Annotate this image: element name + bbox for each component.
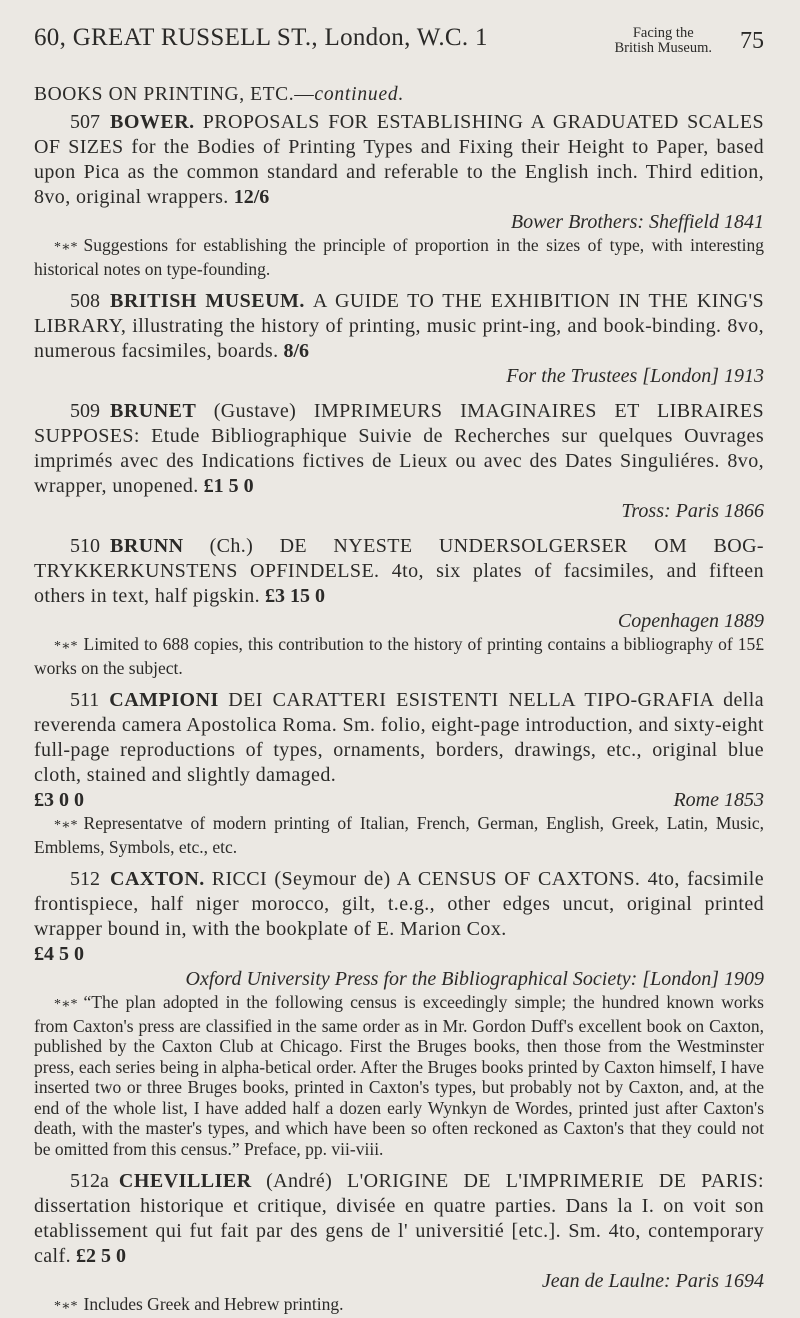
entry-imprint: Tross: Paris 1866	[621, 500, 764, 522]
asterism-icon: *∗*	[54, 1299, 78, 1314]
asterism-icon: *∗*	[54, 240, 78, 255]
entry-heading: CAXTON.	[110, 868, 205, 890]
entry-price: £3 15 0	[265, 585, 326, 607]
section-title-continued: continued.	[314, 84, 405, 105]
note-text: “The plan adopted in the following census is exceedingly simple; the hundred known works from Caxton's press are classified in the same order as in Mr. Gordon Duff's excellent book on Caxton, published by the Caxton Club at Chicago. First the Bruges books, then those from the Westminster press, each series being in alpha-betical order. After the Bruges books printed by Caxton himself, I have inserted two or three Bruges books, printed in Caxton's types, but probably not by Caxton, and, at the end of the whole list, I have added half a dozen early Wynkyn de Wordes, printed just after Caxton's death, with the master's types, and which have been so often reckoned as Caxton's that they could not be omitted from this census.” Preface, pp. vii-viii.	[34, 992, 764, 1159]
facing-line-2: British Museum.	[614, 40, 712, 56]
entry-description: DEI CARATTERI ESISTENTI NELLA TIPO-GRAFIA della reverenda camera Apostolica Roma. Sm. folio, eight-page introduction, and sixty-eight full-page reproductions of types, ornaments, borders, drawings, etc., original blue cloth, stained and slightly damaged.	[34, 689, 765, 786]
entry-description: PROPOSALS FOR ESTABLISHING A GRADUATED SCALES OF SIZES for the Bodies of Printing Types and Fixing their Height to Paper, based upon Pica as the common standard and referable to the English inch. Third edition, 8vo, original wrappers.	[34, 111, 764, 208]
entry-body	[34, 867, 764, 942]
entry-heading: CHEVILLIER	[118, 1170, 252, 1192]
asterism-icon: *∗*	[54, 818, 78, 833]
catalogue-entry-512a	[34, 1169, 764, 1318]
entry-body	[34, 289, 764, 364]
entry-heading: BRITISH MUSEUM.	[110, 290, 305, 312]
asterism-icon: *∗*	[54, 639, 78, 654]
entry-description: (André) L'ORIGINE DE L'IMPRIMERIE DE PARIS: dissertation historique et critique, divisée en quatre parties. Dans la I. on voit son etablissement qui fut fait par des gens de l' universitié [etc.]. Sm. 4to, contemporary calf.	[34, 1170, 764, 1267]
entry-price-line	[34, 942, 764, 967]
entry-price: £4 5 0	[34, 943, 84, 965]
shop-address: 60, GREAT RUSSELL ST., London, W.C. 1	[34, 24, 488, 51]
entry-price: £2 5 0	[75, 1245, 126, 1267]
note-text: Limited to 688 copies, this contribution to the history of printing contains a bibliography of 15£ works on the subject.	[34, 634, 764, 678]
entry-description: A GUIDE TO THE EXHIBITION IN THE KING'S LIBRARY, illustrating the history of printing, music print-ing, and book-binding. 8vo, numerous facsimiles, boards.	[34, 290, 765, 362]
asterism-icon: *∗*	[54, 997, 78, 1012]
entry-description: (Ch.) DE NYESTE UNDERSOLGERSER OM BOG-TRYKKERKUNSTENS OPFINDELSE. 4to, six plates of facsimiles, and fifteen others in text, half pigskin.	[34, 535, 764, 607]
entry-imprint: Copenhagen 1889	[617, 610, 764, 632]
facing-line-1: Facing the	[632, 25, 694, 41]
entry-heading: BRUNN	[110, 535, 184, 557]
entry-price: £1 5 0	[203, 475, 254, 497]
entry-description: (Gustave) IMPRIMEURS IMAGINAIRES ET LIBRAIRES SUPPOSES: Etude Bibliographique Suivie de Recherches sur quelques Ouvrages imprimés avec des Indications fictives de Lieux ou avec des Dates Singuliéres. 8vo, wrapper, unopened.	[34, 400, 764, 497]
lot-number: 512	[70, 868, 100, 890]
note-text: Representatve of modern printing of Italian, French, German, English, Greek, Latin, Music, Emblems, Symbols, etc., etc.	[34, 813, 764, 857]
entry-imprint: Rome 1853	[673, 789, 764, 811]
page-number: 75	[740, 28, 764, 54]
facing-note	[615, 26, 712, 56]
lot-number: 512a	[70, 1170, 109, 1192]
lot-number: 511	[70, 689, 100, 711]
lot-number: 510	[70, 535, 100, 557]
entry-description: RICCI (Seymour de) A CENSUS OF CAXTONS. 4to, facsimile frontispiece, half niger morocco, gilt, t.e.g., other edges uncut, original printed wrapper bound in, with the bookplate of E. Marion Cox.	[34, 868, 765, 940]
catalogue-entry-507	[34, 110, 764, 279]
lot-number: 508	[70, 290, 100, 312]
entry-imprint: Oxford University Press for the Bibliographical Society: [London] 1909	[185, 968, 764, 990]
entry-note	[34, 235, 764, 279]
header-right	[615, 14, 764, 56]
entry-price: 8/6	[283, 340, 310, 362]
catalogue-entry-510	[34, 534, 764, 678]
entry-price: 12/6	[233, 186, 270, 208]
note-text: Includes Greek and Hebrew printing.	[83, 1294, 344, 1314]
catalogue-entry-511	[34, 688, 764, 857]
entry-heading: BOWER.	[110, 111, 195, 133]
entry-body	[34, 534, 764, 609]
catalogue-entry-509	[34, 399, 764, 524]
entry-note	[34, 813, 764, 857]
entry-body	[34, 399, 764, 499]
note-text: Suggestions for establishing the principle of proportion in the sizes of type, with interesting historical notes on type-founding.	[34, 235, 764, 279]
section-title-main: BOOKS ON PRINTING, ETC.—	[34, 84, 315, 105]
entry-imprint: For the Trustees [London] 1913	[506, 365, 764, 387]
entry-imprint: Jean de Laulne: Paris 1694	[541, 1270, 764, 1292]
catalogue-entry-508	[34, 289, 764, 389]
price-imprint-row	[34, 788, 764, 813]
entry-body	[34, 688, 764, 788]
entry-heading: CAMPIONI	[109, 689, 219, 711]
entry-note	[34, 634, 764, 678]
entry-note	[34, 992, 764, 1159]
entry-heading: BRUNET	[110, 400, 197, 422]
lot-number: 509	[70, 400, 100, 422]
entry-imprint: Bower Brothers: Sheffield 1841	[510, 211, 764, 233]
entry-price: £3 0 0	[34, 789, 84, 811]
entry-note	[34, 1294, 764, 1318]
entry-body	[34, 110, 764, 210]
catalogue-entry-512	[34, 867, 764, 1159]
entry-body	[34, 1169, 764, 1269]
lot-number: 507	[70, 111, 100, 133]
page-header	[34, 14, 764, 84]
section-title	[34, 84, 764, 106]
